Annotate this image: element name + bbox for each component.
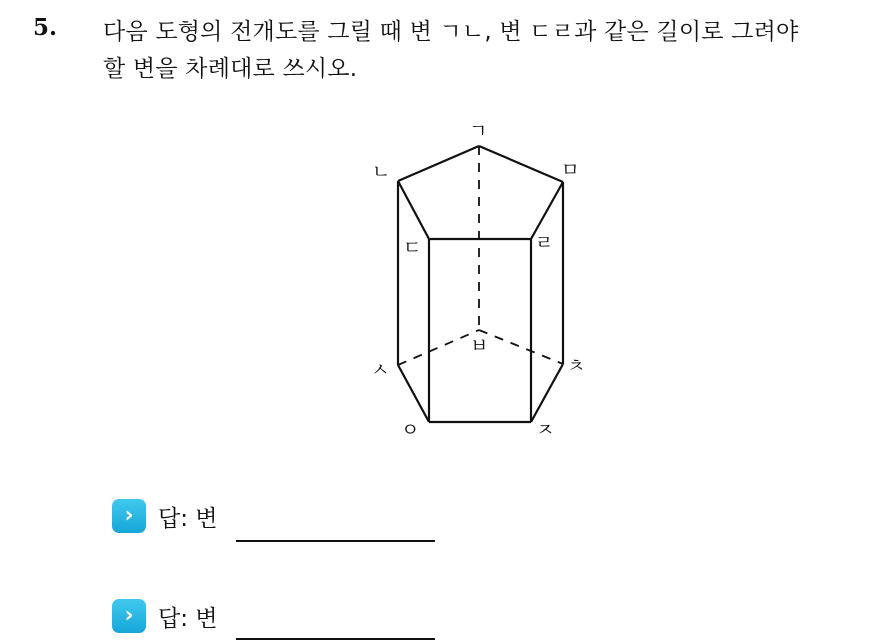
- hidden-edge-s-b: [398, 330, 479, 365]
- question-line-2: 할 변을 차례대로 쓰시오.: [103, 56, 358, 82]
- vertex-label-o: ㅇ: [401, 419, 420, 441]
- vertex-label-j: ㅈ: [536, 419, 555, 441]
- answer-row-1: [112, 498, 218, 534]
- vertex-label-d: ㄷ: [403, 237, 422, 259]
- edge-s-o: [398, 365, 429, 422]
- vertex-label-m: ㅁ: [561, 159, 580, 181]
- edge-m-r: [531, 182, 563, 239]
- answer-blank-1[interactable]: [236, 540, 435, 542]
- vertex-label-n: ㄴ: [372, 161, 391, 183]
- hidden-edge-b-ch: [479, 330, 563, 364]
- vertex-label-g: ㄱ: [469, 120, 488, 142]
- answer-row-2: [112, 598, 218, 634]
- edge-j-ch: [531, 364, 563, 422]
- vertex-label-b: ㅂ: [470, 335, 489, 357]
- edge-g-m: [479, 146, 563, 182]
- vertex-label-s: ㅅ: [371, 359, 390, 381]
- edge-n-d: [398, 181, 429, 239]
- vertex-label-r: ㄹ: [535, 232, 554, 254]
- edge-g-n: [398, 146, 479, 181]
- chevron-right-icon: ›: [112, 499, 146, 533]
- chevron-right-icon: ›: [112, 599, 146, 633]
- question-line-1: 다음 도형의 전개도를 그릴 때 변 ㄱㄴ, 변 ㄷㄹ과 같은 길이로 그려야: [103, 19, 799, 45]
- answer-label-1: 답: 변: [158, 505, 218, 532]
- question-number: 5.: [33, 14, 58, 41]
- answer-blank-2[interactable]: [236, 638, 435, 640]
- vertex-label-ch: ㅊ: [567, 355, 586, 377]
- answer-label-2: 답: 변: [158, 605, 218, 632]
